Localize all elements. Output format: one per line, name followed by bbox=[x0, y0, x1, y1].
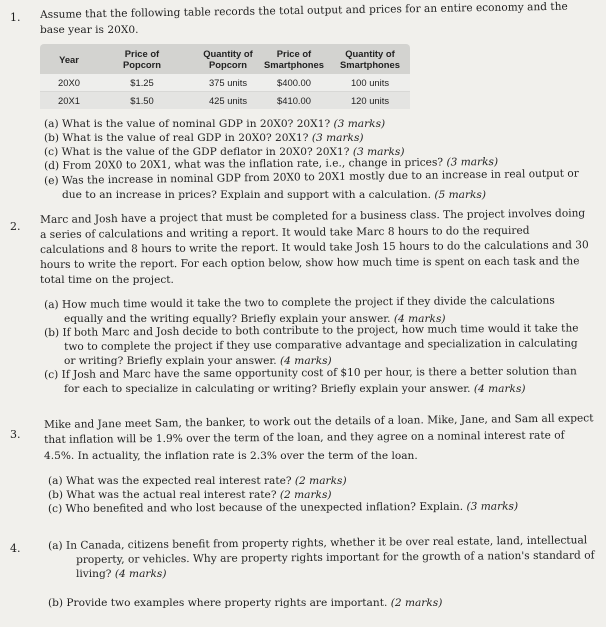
question-2-line-4: hours to write the report. For each option below, show how much time is spent on each task and the bbox=[40, 255, 580, 271]
question-3-number: 3. bbox=[10, 428, 21, 441]
question-4a-line-1: (a) In Canada, citizens benefit from property rights, whether it be over real estate, land, intellectual bbox=[48, 534, 588, 552]
question-2b-line-1: (b) If both Marc and Josh decide to both contribute to the project, how much time would it take the bbox=[44, 322, 579, 339]
question-1a: (a) What is the value of nominal GDP in 20X0? 20X1? (3 marks) bbox=[44, 118, 386, 130]
question-2-line-2: a series of calculations and writing a report. It would take Marc 8 hours to do the required bbox=[40, 224, 530, 241]
question-1b: (b) What is the value of real GDP in 20X0? 20X1? (3 marks) bbox=[44, 132, 364, 144]
table-row bbox=[40, 92, 410, 109]
header-year: Year bbox=[59, 54, 79, 65]
cell-price-popcorn: $1.50 bbox=[130, 95, 154, 106]
question-3a: (a) What was the expected real interest rate? (2 marks) bbox=[48, 475, 347, 487]
cell-price-smartphones: $400.00 bbox=[277, 77, 311, 88]
question-3-line-1: Mike and Jane meet Sam, the banker, to work out the details of a loan. Mike, Jane, and Sam all expect bbox=[44, 412, 594, 431]
question-3b: (b) What was the actual real interest rate? (2 marks) bbox=[48, 489, 332, 501]
question-1-intro-line-2: base year is 20X0. bbox=[40, 24, 139, 36]
header-price-popcorn: Price of Popcorn bbox=[122, 48, 162, 70]
header-price-smartphones: Price of Smartphones bbox=[264, 48, 324, 70]
table-row bbox=[40, 74, 410, 92]
question-2c-line-1: (c) If Josh and Marc have the same opportunity cost of $10 per hour, is there a better solution than bbox=[44, 365, 577, 381]
question-2a-line-2: equally and the writing equally? Briefly explain your answer. (4 marks) bbox=[64, 313, 446, 325]
question-3c: (c) Who benefited and who lost because of the unexpected inflation? Explain. (3 marks) bbox=[48, 500, 519, 515]
question-1e-line-2: due to an increase in prices? Explain and support with a calculation. (5 marks) bbox=[62, 189, 486, 201]
cell-quantity-popcorn: 375 units bbox=[208, 77, 248, 88]
question-1e-line-1: (e) Was the increase in nominal GDP from 20X0 to 20X1 mostly due to an increase in real output or bbox=[44, 167, 579, 187]
header-quantity-smartphones: Quantity of Smartphones bbox=[340, 48, 400, 70]
output-prices-table bbox=[40, 44, 410, 108]
cell-quantity-popcorn: 425 units bbox=[208, 95, 248, 106]
question-2b-line-3: or writing? Briefly explain your answer. (4 marks) bbox=[64, 355, 332, 367]
question-2-line-5: total time on the project. bbox=[40, 274, 174, 286]
cell-quantity-smartphones: 120 units bbox=[350, 95, 390, 106]
question-2a-line-1: (a) How much time would it take the two to complete the project if they divide the calculations bbox=[44, 294, 555, 311]
question-4a-line-3: living? (4 marks) bbox=[76, 568, 167, 580]
header-quantity-popcorn: Quantity of Popcorn bbox=[203, 48, 253, 70]
question-4a-line-2: property, or vehicles. Why are property rights important for the growth of a nation's standard of bbox=[76, 549, 595, 566]
question-1c: (c) What is the value of the GDP deflator in 20X0? 20X1? (3 marks) bbox=[44, 146, 405, 158]
question-2-line-3: calculations and 8 hours to write the report. It would take Josh 15 hours to do the calculations and 30 bbox=[40, 239, 589, 256]
question-3-line-2: that inflation will be 1.9% over the term of the loan, and they agree on a nominal interest rate of bbox=[44, 429, 565, 446]
question-1-number: 1. bbox=[10, 11, 21, 24]
question-2c-line-2: for each to specialize in calculating or writing? Briefly explain your answer. (4 marks) bbox=[64, 383, 526, 395]
cell-quantity-smartphones: 100 units bbox=[350, 77, 390, 88]
cell-year: 20X0 bbox=[58, 77, 80, 88]
question-3-line-3: 4.5%. In actuality, the inflation rate is 2.3% over the term of the loan. bbox=[44, 450, 418, 462]
question-1-intro-line-1: Assume that the following table records the total output and prices for an entire economy and the bbox=[40, 0, 568, 21]
table-header bbox=[40, 44, 410, 74]
question-2b-line-2: two to complete the project if they use comparative advantage and specialization in calculating bbox=[64, 337, 578, 353]
question-4-number: 4. bbox=[10, 542, 21, 555]
question-1d: (d) From 20X0 to 20X1, what was the inflation rate, i.e., change in prices? (3 marks) bbox=[44, 156, 499, 172]
cell-year: 20X1 bbox=[58, 95, 80, 106]
cell-price-smartphones: $410.00 bbox=[277, 95, 311, 106]
question-4b: (b) Provide two examples where property rights are important. (2 marks) bbox=[48, 597, 443, 609]
cell-price-popcorn: $1.25 bbox=[130, 77, 154, 88]
question-2-line-1: Marc and Josh have a project that must be completed for a business class. The project involves doing bbox=[40, 207, 586, 226]
question-2-number: 2. bbox=[10, 220, 21, 233]
